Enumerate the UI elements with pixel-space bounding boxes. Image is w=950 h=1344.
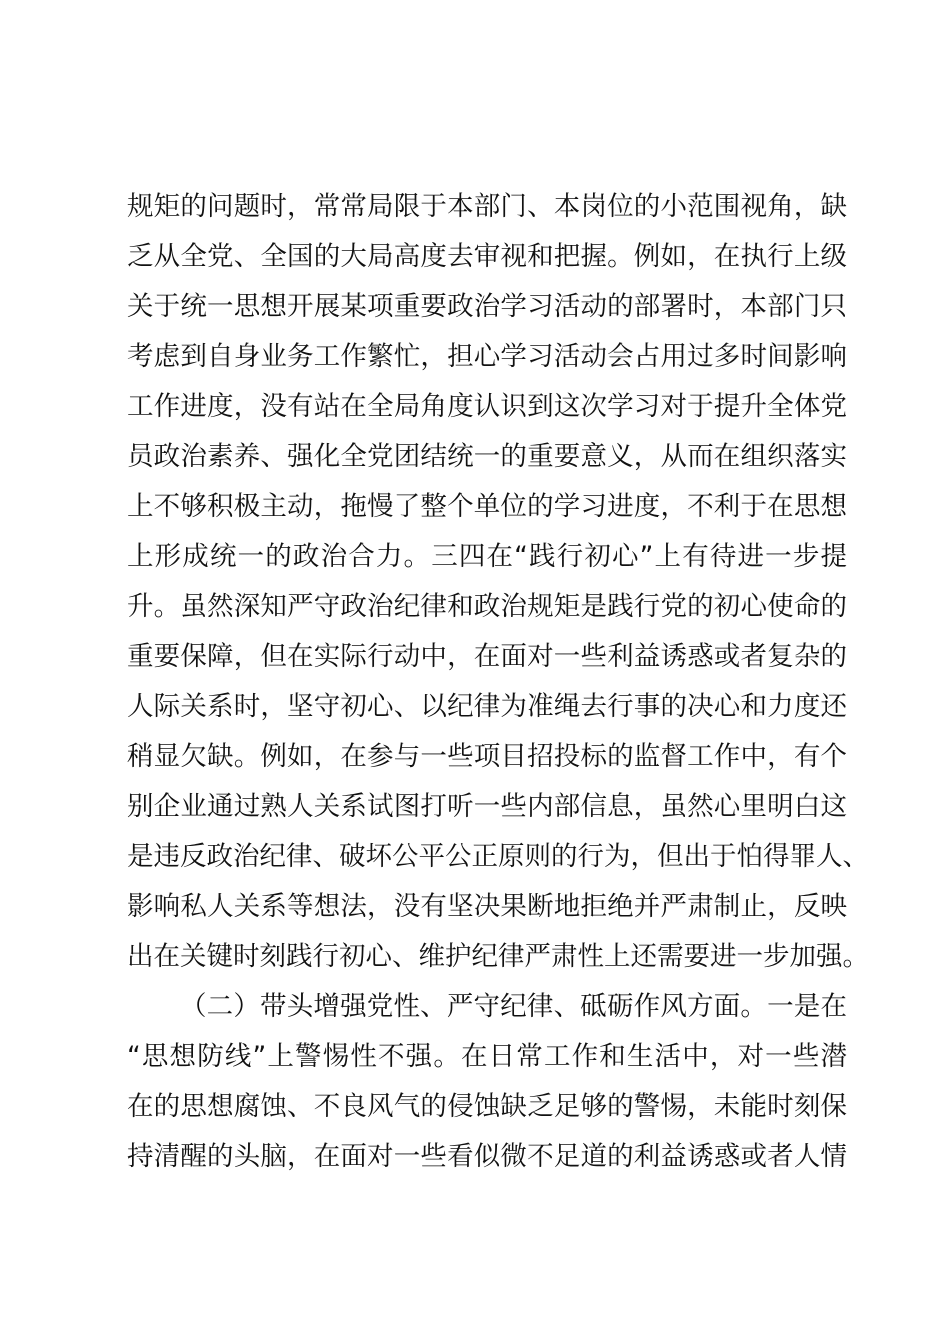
text-line: 关于统一思想开展某项重要政治学习活动的部署时，本部门只 [127, 291, 847, 322]
text-line: 工作进度，没有站在全局角度认识到这次学习对于提升全体党 [127, 391, 847, 422]
text-line: 员政治素养、强化全党团结统一的重要意义，从而在组织落实 [127, 441, 847, 472]
text-line: 是违反政治纪律、破坏公平公正原则的行为，但出于怕得罪人、 [127, 841, 869, 872]
text-line: 在的思想腐蚀、不良风气的侵蚀缺乏足够的警惕，未能时刻保 [127, 1091, 847, 1122]
text-line: 升。虽然深知严守政治纪律和政治规矩是践行党的初心使命的 [127, 591, 847, 622]
text-line: 稍显欠缺。例如，在参与一些项目招投标的监督工作中，有个 [127, 741, 847, 772]
text-line: 上形成统一的政治合力。三四在“践行初心”上有待进一步提 [127, 541, 847, 572]
text-line: “思想防线”上警惕性不强。在日常工作和生活中，对一些潜 [127, 1041, 847, 1072]
text-line: 影响私人关系等想法，没有坚决果断地拒绝并严肃制止，反映 [127, 891, 847, 922]
body-text [127, 182, 869, 1182]
text-line: 上不够积极主动，拖慢了整个单位的学习进度，不利于在思想 [127, 491, 847, 522]
text-line: 重要保障，但在实际行动中，在面对一些利益诱惑或者复杂的 [127, 641, 847, 672]
text-line: 出在关键时刻践行初心、维护纪律严肃性上还需要进一步加强。 [127, 941, 869, 972]
text-line: 别企业通过熟人关系试图打听一些内部信息，虽然心里明白这 [127, 791, 847, 822]
paragraph [127, 182, 869, 982]
text-line: 考虑到自身业务工作繁忙，担心学习活动会占用过多时间影响 [127, 341, 847, 372]
text-line: 规矩的问题时，常常局限于本部门、本岗位的小范围视角，缺 [127, 191, 847, 222]
text-line: 人际关系时，坚守初心、以纪律为准绳去行事的决心和力度还 [127, 691, 847, 722]
paragraph [127, 982, 847, 1182]
text-line: 乏从全党、全国的大局高度去审视和把握。例如，在执行上级 [127, 241, 847, 272]
text-line: 持清醒的头脑，在面对一些看似微不足道的利益诱惑或者人情 [127, 1141, 847, 1172]
text-line: （二）带头增强党性、严守纪律、砥砺作风方面。一是在 [180, 991, 847, 1022]
